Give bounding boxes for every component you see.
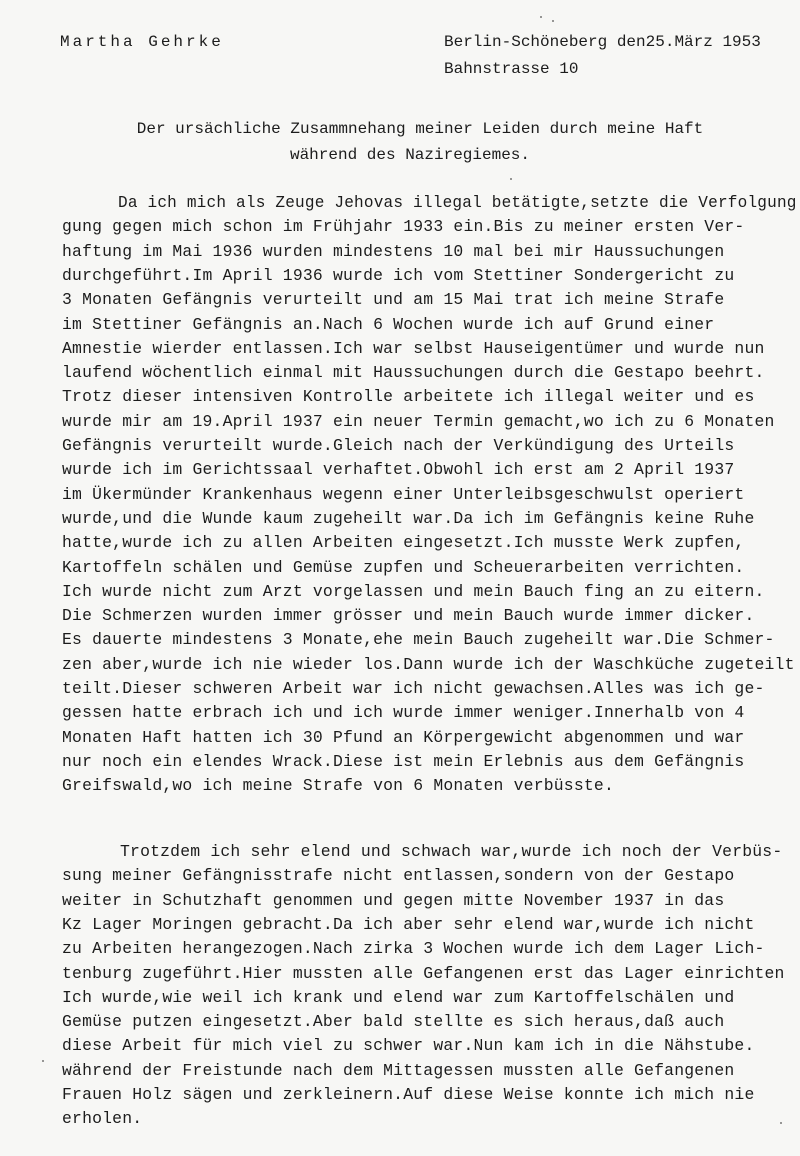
paragraph1-line: gessen hatte erbrach ich und ich wurde immer weniger.Innerhalb von 4 xyxy=(62,703,745,723)
paragraph1-line: durchgeführt.Im April 1936 wurde ich vom Stettiner Sondergericht zu xyxy=(62,265,735,285)
paper-speck xyxy=(552,20,554,22)
paragraph2-line: tenburg zugeführt.Hier mussten alle Gefangenen erst das Lager einrichten xyxy=(62,963,785,983)
paragraph2-line: weiter in Schutzhaft genommen und gegen mitte November 1937 in das xyxy=(62,890,725,910)
paragraph1-line: zen aber,wurde ich nie wieder los.Dann wurde ich der Waschküche zugeteilt xyxy=(62,654,795,674)
paragraph1-line: Ich wurde nicht zum Arzt vorgelassen und mein Bauch fing an zu eitern. xyxy=(62,581,765,601)
paragraph2-line: Kz Lager Moringen gebracht.Da ich aber sehr elend war,wurde ich nicht xyxy=(62,914,755,934)
paragraph2-line: Trotzdem ich sehr elend und schwach war,wurde ich noch der Verbüs- xyxy=(120,842,783,861)
paper-speck xyxy=(540,16,542,18)
paragraph2-line: sung meiner Gefängnisstrafe nicht entlassen,sondern von der Gestapo xyxy=(62,866,735,886)
paragraph1-line: laufend wöchentlich einmal mit Haussuchungen durch die Gestapo beehrt. xyxy=(62,363,765,383)
place-and-date: Berlin-Schöneberg den25.März 1953 xyxy=(444,33,761,51)
paragraph1-line: im Stettiner Gefängnis an.Nach 6 Wochen wurde ich auf Grund einer xyxy=(62,314,715,334)
paragraph1-line: Greifswald,wo ich meine Strafe von 6 Monaten verbüsste. xyxy=(62,776,614,796)
sender-name: Martha Gehrke xyxy=(60,33,224,51)
paragraph2-line: erholen. xyxy=(62,1109,143,1129)
paragraph1-line: wurde,und die Wunde kaum zugeheilt war.Da ich im Gefängnis keine Ruhe xyxy=(62,508,755,528)
letter-title-line-1: Der ursächliche Zusammnehang meiner Leiden durch meine Haft xyxy=(136,120,704,138)
letter-title-line-2: während des Naziregiemes. xyxy=(289,146,531,164)
paragraph1-line: Gefängnis verurteilt wurde.Gleich nach der Verkündigung des Urteils xyxy=(62,436,735,455)
paragraph2-line: zu Arbeiten herangezogen.Nach zirka 3 Wochen wurde ich dem Lager Lich- xyxy=(62,939,765,959)
paragraph1-line: Da ich mich als Zeuge Jehovas illegal betätigte,setzte die Verfolgung xyxy=(118,193,797,212)
paragraph1-line: 3 Monaten Gefängnis verurteilt und am 15 Mai trat ich meine Strafe xyxy=(62,290,725,310)
paper-speck xyxy=(510,178,512,180)
paragraph2-line: Gemüse putzen eingesetzt.Aber bald stellte es sich heraus,daß auch xyxy=(62,1012,725,1032)
paragraph2-line: während der Freistunde nach dem Mittagessen mussten alle Gefangenen xyxy=(62,1060,735,1080)
paragraph2-line: Ich wurde,wie weil ich krank und elend war zum Kartoffelschälen und xyxy=(62,987,735,1007)
paragraph2-line: Frauen Holz sägen und zerkleinern.Auf diese Weise konnte ich mich nie xyxy=(62,1085,755,1104)
paragraph1-line: gung gegen mich schon im Frühjahr 1933 ein.Bis zu meiner ersten Ver- xyxy=(62,217,745,237)
paragraph1-line: Amnestie wierder entlassen.Ich war selbst Hauseigentümer und wurde nun xyxy=(62,338,765,358)
paragraph1-line: nur noch ein elendes Wrack.Diese ist mein Erlebnis aus dem Gefängnis xyxy=(62,751,745,771)
paragraph1-line: Es dauerte mindestens 3 Monate,ehe mein Bauch zugeheilt war.Die Schmer- xyxy=(62,630,775,650)
paragraph1-line: hatte,wurde ich zu allen Arbeiten eingesetzt.Ich musste Werk zupfen, xyxy=(62,533,745,553)
paper-speck xyxy=(780,1122,782,1124)
paragraph1-line: Trotz dieser intensiven Kontrolle arbeitete ich illegal weiter und es xyxy=(62,387,755,407)
paper-speck xyxy=(42,1060,44,1062)
street-address: Bahnstrasse 10 xyxy=(444,60,579,78)
paragraph1-line: Die Schmerzen wurden immer grösser und mein Bauch wurde immer dicker. xyxy=(62,606,755,626)
paragraph1-line: haftung im Mai 1936 wurden mindestens 10 mal bei mir Haussuchungen xyxy=(62,241,725,261)
paragraph1-line: teilt.Dieser schweren Arbeit war ich nicht gewachsen.Alles was ich ge- xyxy=(62,679,765,698)
paragraph1-line: Kartoffeln schälen und Gemüse zupfen und Scheuerarbeiten verrichten. xyxy=(62,557,745,577)
paragraph1-line: wurde ich im Gerichtssaal verhaftet.Obwohl ich erst am 2 April 1937 xyxy=(62,460,735,480)
paragraph1-line: im Ükermünder Krankenhaus wegenn einer Unterleibsgeschwulst operiert xyxy=(62,484,745,504)
paragraph1-line: wurde mir am 19.April 1937 ein neuer Termin gemacht,wo ich zu 6 Monaten xyxy=(62,411,775,431)
paragraph2-line: diese Arbeit für mich viel zu schwer war.Nun kam ich in die Nähstube. xyxy=(62,1036,755,1056)
paragraph1-line: Monaten Haft hatten ich 30 Pfund an Körpergewicht abgenommen und war xyxy=(62,727,745,747)
